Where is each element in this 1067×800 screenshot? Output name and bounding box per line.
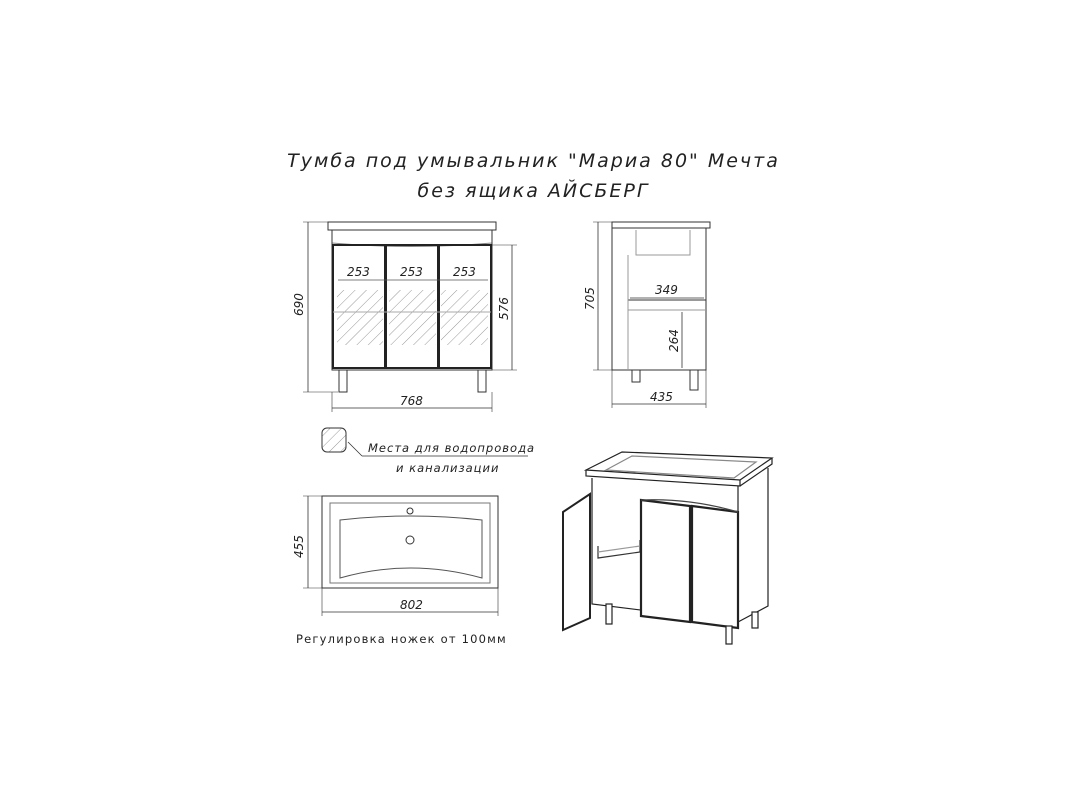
iso-leg-1 [606, 604, 612, 624]
drawing-title-line1: Тумба под умывальник "Мариа 80" Мечта [287, 150, 780, 172]
iso-middle-door [641, 500, 690, 622]
top-width-label: 802 [400, 598, 423, 612]
side-top [612, 222, 710, 228]
top-faucet-hole [407, 508, 413, 514]
front-hatch-middle [389, 290, 436, 345]
legs-adjustment-note: Регулировка ножек от 100мм [296, 632, 507, 646]
front-height-label: 690 [292, 293, 306, 316]
front-section-width-1: 253 [347, 265, 370, 279]
front-hatch-left [337, 290, 383, 345]
top-depth-label: 455 [292, 535, 306, 558]
front-leg-left [339, 370, 347, 392]
side-shelf-depth-label: 349 [655, 283, 678, 297]
legend-text-line2: и канализации [396, 461, 500, 475]
front-hatch-right [441, 290, 488, 345]
isometric-view [563, 452, 772, 644]
side-sink-bowl [636, 230, 690, 255]
front-section-width-3: 253 [453, 265, 476, 279]
front-width-label: 768 [400, 394, 423, 408]
front-inner-height-label: 576 [497, 297, 511, 320]
top-drain [406, 536, 414, 544]
iso-open-left-door [563, 494, 590, 630]
side-height-label: 705 [583, 287, 597, 310]
iso-right-door [692, 506, 738, 628]
side-leg-back [690, 370, 698, 390]
side-leg-front [632, 370, 640, 382]
top-outline [322, 496, 498, 588]
legend-text-line1: Места для водопровода [368, 441, 536, 455]
side-shelf-height-label: 264 [667, 329, 681, 352]
side-body [612, 228, 706, 370]
iso-leg-3 [752, 612, 758, 628]
top-inner-outline [330, 503, 490, 583]
side-depth-label: 435 [650, 390, 673, 404]
iso-leg-2 [726, 626, 732, 644]
drawing-title-line2: без ящика АЙСБЕРГ [417, 180, 650, 202]
front-section-width-2: 253 [400, 265, 423, 279]
legend-hatch-swatch [322, 428, 346, 452]
front-sink-top [328, 222, 496, 230]
front-view [303, 222, 517, 412]
front-leg-right [478, 370, 486, 392]
side-view [593, 222, 710, 408]
top-basin [340, 516, 482, 578]
